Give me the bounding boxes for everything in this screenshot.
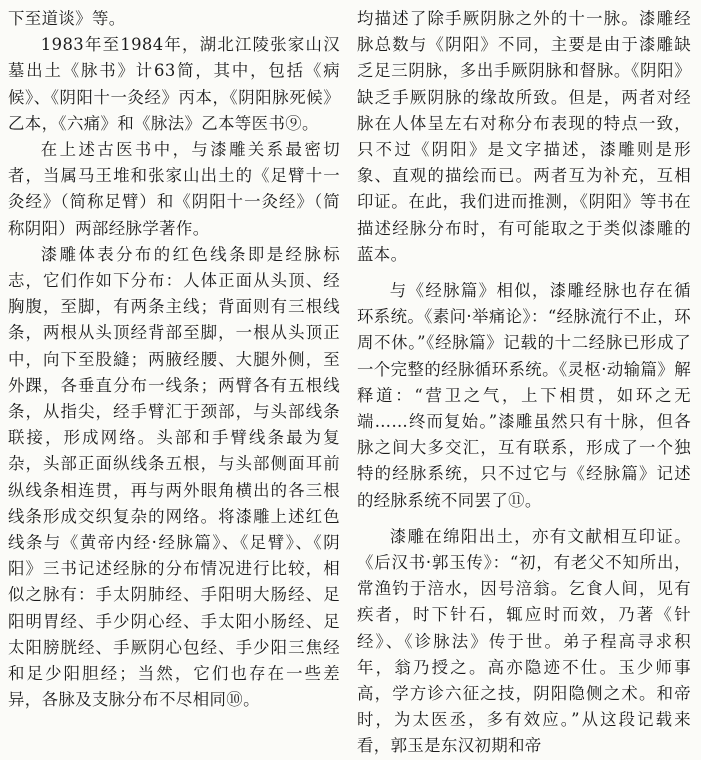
- right-text-column: [357, 6, 691, 756]
- right-paragraph-mianyang: 漆雕在绵阳出土，亦有文献相互印证。《后汉书·郭玉传》：“初，有老父不知所出，常渔钓于涪水，因号涪翁。乞食人间，见有疾者，时下针石，辄应时而效，乃著《针经》、《诊脉法》传于世。弟子程高寻求积年，翁乃授之。高亦隐迹不仕。玉少师事高，学方诊六征之技，阴阳隐侧之术。和帝时，为太医丞，多有效应。”从这段记载来看，郭玉是东汉初期和帝: [357, 526, 691, 756]
- left-paragraph-zhangjiashan: 1983年至1984年，湖北江陵张家山汉墓出土《脉书》计63简，其中，包括《病候》、《阴阳十一灸经》丙本，《阴阳脉死候》乙本，《六痛》和《脉法》乙本等医书⑨。: [8, 35, 340, 133]
- right-paragraph-circulation: 与《经脉篇》相似，漆雕经脉也存在循环系统。《素问·举痛论》：“经脉流行不止，环周不休。”《经脉篇》记载的十二经脉已形成了一个完整的经脉循环系统。《灵枢·动输篇》解释道：“营卫之气，上下相贯，如环之无端……终而复始。”漆雕虽然只有十脉，但各脉之间大多交汇，互有联系，形成了一个独特的经脉系统，只不过它与《经脉篇》记述的经脉系统不同罢了⑪。: [357, 281, 691, 510]
- left-paragraph-red-lines: 漆雕体表分布的红色线条即是经脉标志，它们作如下分布：人体正面从头顶、经胸腹，至脚，有两条主线；背面则有三根线条，两根从头顶经背部至脚，一根从头顶正中，向下至股縫；两腋经腰、大腿外侧，至外踝，各垂直分布一线条；两臂各有五根线条，从指尖，经手臂汇于颈部，与头部线条联接，形成网络。头部和手臂线条最为复杂，头部正面纵线条五根，与头部侧面耳前纵线条相连贯，再与两外眼角横出的各三根线条形成交织复杂的网络。将漆雕上述红色线条与《黄帝内经·经脉篇》、《足臂》、《阴阳》三书记述经脉的分布情况进行比较，相似之脉有：手太阴肺经、手阳明大肠经、足阳明胃经、手少阴心经、手太阳小肠经、足太阳膀胱经、手厥阴心包经、手少阳三焦经和足少阳胆经；当然，它们也存在一些差异，各脉及支脉分布不尽相同⑩。: [8, 244, 340, 710]
- left-paragraph-continuation: 下至道谈》等。: [8, 9, 126, 28]
- left-paragraph-medical-texts: 在上述古医书中，与漆雕关系最密切者，当属马王堆和张家山出土的《足臂十一灸经》（简称足臂）和《阴阳十一灸经》（简称阴阳）两部经脉学著作。: [8, 140, 340, 238]
- right-paragraph-continuation: 均描述了除手厥阴脉之外的十一脉。漆雕经脉总数与《阴阳》不同，主要是由于漆雕缺乏足三阴脉，多出手厥阴脉和督脉。《阴阳》缺乏手厥阴脉的缘故所致。但是，两者对经脉在人体呈左右对称分布表现的特点一致，只不过《阴阳》是文字描述，漆雕则是形象、直观的描绘而已。两者互为补充，互相印证。在此，我们进而推测，《阴阳》等书在描述经脉分布时，有可能取之于类似漆雕的蓝本。: [357, 9, 691, 264]
- left-text-column: [8, 6, 340, 710]
